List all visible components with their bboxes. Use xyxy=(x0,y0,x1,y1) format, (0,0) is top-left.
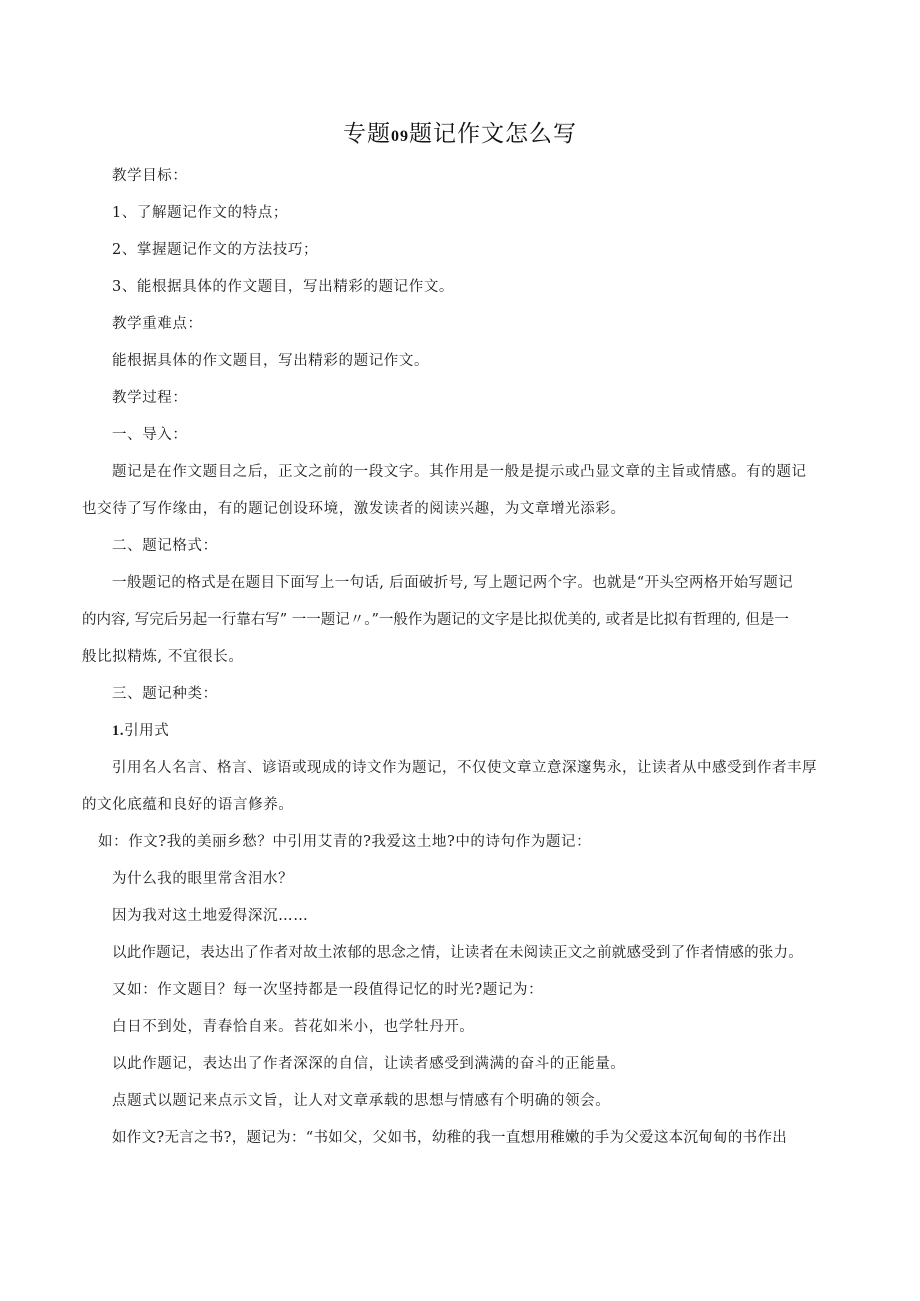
subheading-label: 引用式 xyxy=(124,723,170,739)
section-heading-format: 二、题记格式： xyxy=(112,538,218,554)
goal-item-3: 3、能根据具体的作文题目，写出精彩的题记作文。 xyxy=(112,279,455,295)
paragraph-line: 如作文?无言之书?，题记为：“书如父，父如书，幼稚的我一直想用稚嫩的手为父爱这本沉甸甸的书作出 xyxy=(112,1130,788,1146)
example-intro: 如：作文?我的美丽乡愁？中引用艾青的?我爱这土地?中的诗句作为题记： xyxy=(98,834,592,850)
goal-item-2: 2、掌握题记作文的方法技巧； xyxy=(112,242,319,258)
paragraph-line: 的文化底蕴和良好的语言修养。 xyxy=(82,797,294,813)
paragraph-line: 的内容, 写完后另起一行靠右写” 一一题记〃。”一般作为题记的文字是比拟优美的, 或者是比拟有哲理的, 但是一 xyxy=(82,612,789,628)
quoted-poem: 白日不到处，青春恰自来。苔花如米小，也学牡丹开。 xyxy=(112,1019,475,1035)
subheading-quotation-type xyxy=(112,721,169,741)
page-title xyxy=(0,118,920,153)
section-heading-intro: 一、导入： xyxy=(112,427,188,443)
paragraph-line: 点题式以题记来点示文旨，让人对文章承载的思想与情感有个明确的领会。 xyxy=(112,1093,611,1109)
paragraph-line: 题记是在作文题目之后，正文之前的一段文字。其作用是一般是提示或凸显文章的主旨或情感。有的题记 xyxy=(112,464,807,480)
heading-teaching-goals: 教学目标： xyxy=(112,168,188,184)
goal-item-1: 1、了解题记作文的特点； xyxy=(112,205,288,221)
paragraph-line: 般比拟精炼, 不宜很长。 xyxy=(82,649,244,665)
heading-teaching-process: 教学过程： xyxy=(112,390,188,406)
paragraph-line: 以此作题记，表达出了作者深深的自信，让读者感受到满满的奋斗的正能量。 xyxy=(112,1056,626,1072)
paragraph-line: 一般题记的格式是在题目下面写上一句话, 后面破折号, 写上题记两个字。也就是“开头空两格开始写题记 xyxy=(112,575,793,591)
heading-key-points: 教学重难点： xyxy=(112,316,203,332)
example-intro: 又如：作文题目？每一次坚持都是一段值得记忆的时光?题记为： xyxy=(112,982,544,998)
paragraph-line: 引用名人名言、格言、谚语或现成的诗文作为题记，不仅使文章立意深邃隽永，让读者从中感受到作者丰厚 xyxy=(112,760,817,776)
quoted-poem-line-1: 为什么我的眼里常含泪水？ xyxy=(112,871,294,887)
paragraph-line: 以此作题记，表达出了作者对故土浓郁的思念之情，让读者在未阅读正文之前就感受到了作者情感的张力。 xyxy=(112,945,803,961)
quoted-poem-line-2: 因为我对这土地爱得深沉…… xyxy=(112,908,309,924)
title-suffix: 题记作文怎么写 xyxy=(409,121,577,147)
key-points-text: 能根据具体的作文题目，写出精彩的题记作文。 xyxy=(112,353,430,369)
paragraph-line: 也交待了写作缘由，有的题记创设环境，激发读者的阅读兴趣，为文章增光添彩。 xyxy=(82,501,626,517)
title-number: 09 xyxy=(391,128,409,145)
section-heading-types: 三、题记种类： xyxy=(112,686,218,702)
title-prefix: 专题 xyxy=(343,121,391,147)
subheading-number: 1. xyxy=(112,723,125,739)
